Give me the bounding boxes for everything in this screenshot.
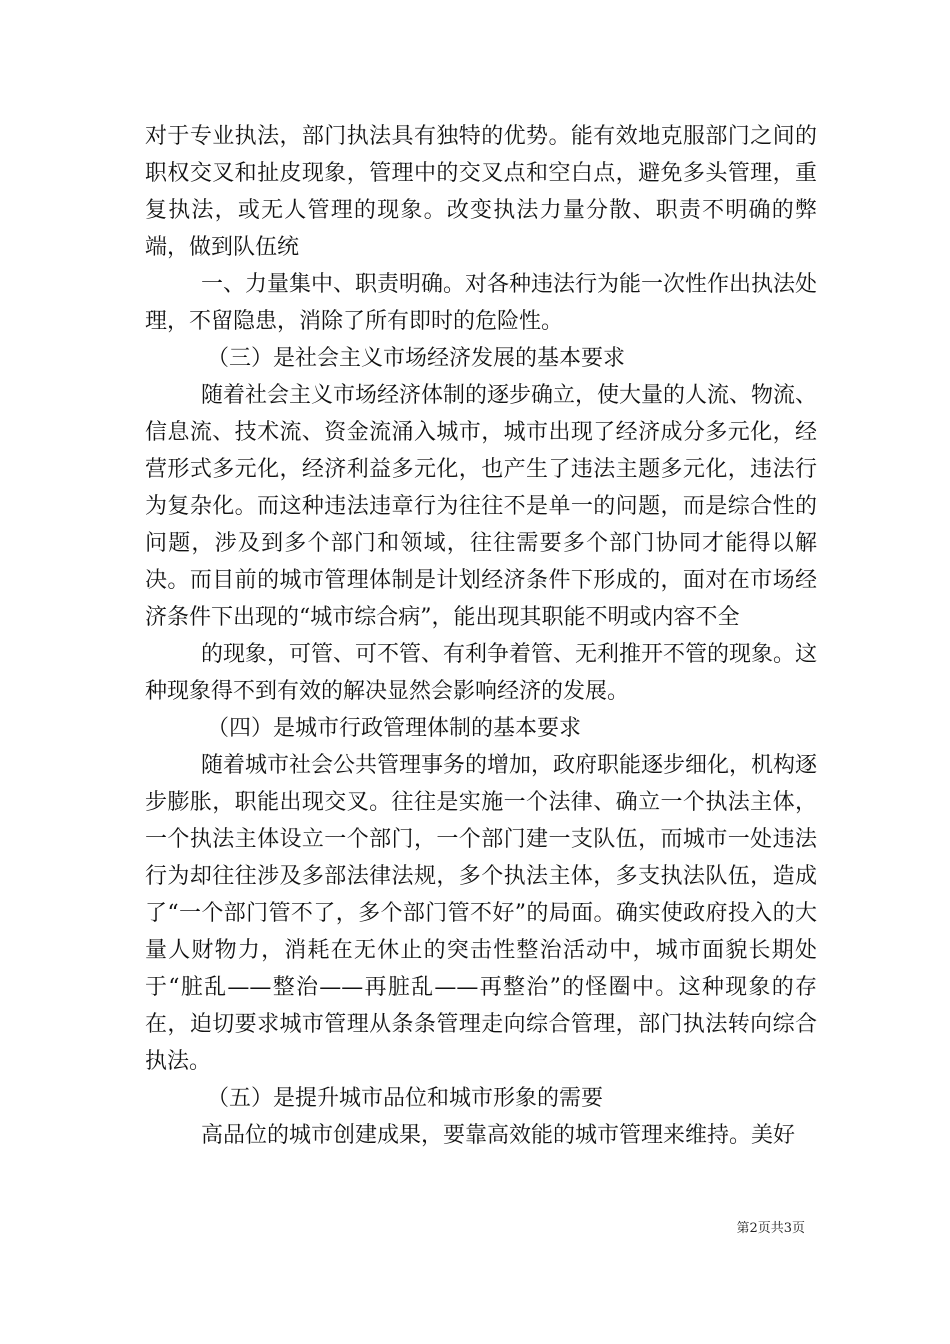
section-heading-4: （四）是城市行政管理体制的基本要求 [207, 716, 582, 741]
section-heading-5: （五）是提升城市品位和城市形象的需要 [207, 1086, 604, 1111]
page-number: 第2页共3页 [736, 1221, 805, 1236]
document-body [145, 118, 817, 1154]
paragraph-1: 对于专业执法，部门执法具有独特的优势。能有效地克服部门之间的职权交叉和扯皮现象，管理中的交叉点和空白点，避免多头管理，重复执法，或无人管理的现象。改变执法力量分散、职责不明确的弊端，做到队伍统 [145, 124, 817, 260]
paragraph-5: 随着城市社会公共管理事务的增加，政府职能逐步细化，机构逐步膨胀，职能出现交叉。往往是实施一个法律、确立一个执法主体，一个执法主体设立一个部门，一个部门建一支队伍，而城市一处违法行为却往往涉及多部法律法规，多个执法主体，多支执法队伍，造成了“一个部门管不了，多个部门管不好”的局面。确实使政府投入的大量人财物力，消耗在无休止的突击性整治活动中，城市面貌长期处于“脏乱——整治——再脏乱——再整治”的怪圈中。这种现象的存在，迫切要求城市管理从条条管理走向综合管理，部门执法转向综合执法。 [145, 753, 818, 1074]
paragraph-4: 的现象，可管、可不管、有利争着管、无利推开不管的现象。这种现象得不到有效的解决显然会影响经济的发展。 [145, 642, 818, 704]
paragraph-3: 随着社会主义市场经济体制的逐步确立，使大量的人流、物流、信息流、技术流、资金流涌入城市，城市出现了经济成分多元化，经营形式多元化，经济利益多元化，也产生了违法主题多元化，违法行为复杂化。而这种违法违章行为往往不是单一的问题，而是综合性的问题，涉及到多个部门和领域，往往需要多个部门协同才能得以解决。而目前的城市管理体制是计划经济条件下形成的，面对在市场经济条件下出现的“城市综合病”，能出现其职能不明或内容不全 [145, 383, 818, 630]
section-heading-3: （三）是社会主义市场经济发展的基本要求 [207, 346, 626, 371]
paragraph-6: 高品位的城市创建成果，要靠高效能的城市管理来维持。美好 [201, 1123, 796, 1148]
paragraph-2: 一、力量集中、职责明确。对各种违法行为能一次性作出执法处理，不留隐患，消除了所有即时的危险性。 [145, 272, 818, 334]
